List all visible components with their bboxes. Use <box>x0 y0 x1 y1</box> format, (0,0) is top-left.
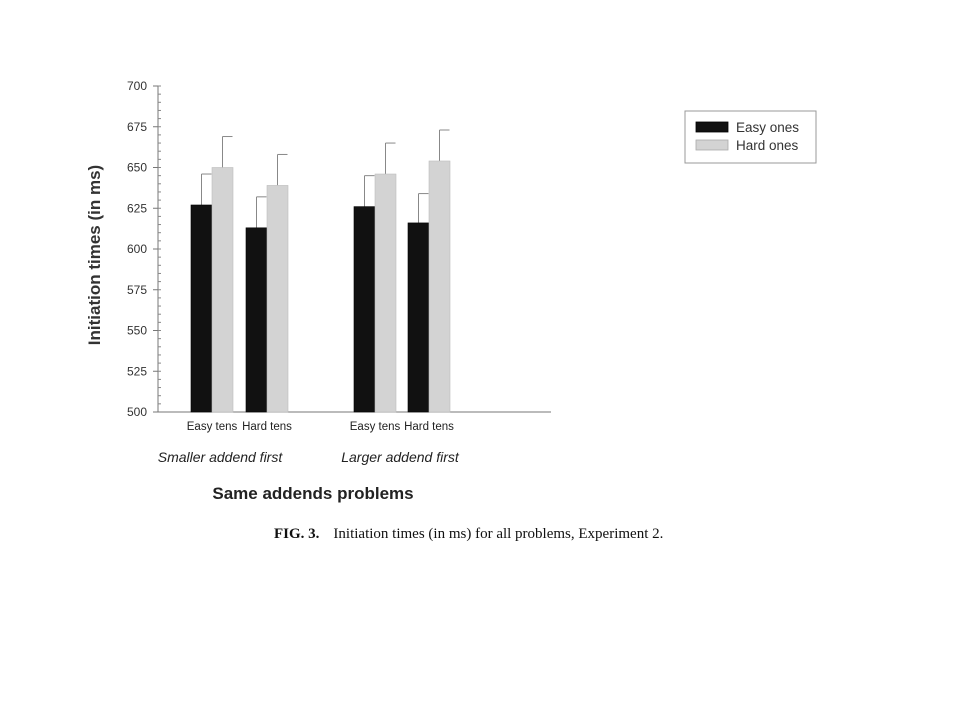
bars <box>191 130 450 412</box>
y-tick-label: 675 <box>126 119 147 134</box>
category-label: Hard tens <box>404 421 454 433</box>
legend-box <box>685 111 816 163</box>
bar <box>408 223 429 412</box>
bar <box>375 174 396 412</box>
y-tick-label: 625 <box>126 201 147 216</box>
legend-swatch <box>696 140 728 150</box>
category-label: Easy tens <box>349 421 401 433</box>
caption-text: Initiation times (in ms) for all problems, Experiment 2. <box>333 526 664 542</box>
y-tick-label: 500 <box>126 405 147 419</box>
group-label: Larger addend first <box>341 449 459 465</box>
category-label: Hard tens <box>242 421 292 433</box>
legend <box>685 111 816 163</box>
group-labels <box>158 449 460 465</box>
y-axis-label: Initiation times (in ms) <box>85 164 104 346</box>
group-label: Smaller addend first <box>157 449 283 465</box>
figure-caption <box>274 526 663 543</box>
y-tick-label: 600 <box>126 242 147 256</box>
y-tick-label: 550 <box>126 323 147 338</box>
bar <box>246 228 267 412</box>
legend-label: Hard ones <box>736 138 799 153</box>
figure-label: FIG. 3. <box>274 526 320 542</box>
bar <box>429 161 450 412</box>
bar <box>267 185 288 412</box>
x-axis-label: Same addends problems <box>212 484 414 503</box>
legend-swatch <box>696 122 728 132</box>
bar <box>191 205 212 412</box>
bar <box>354 207 375 412</box>
y-tick-label: 650 <box>126 160 147 175</box>
y-tick-label: 575 <box>126 282 147 297</box>
legend-label: Easy ones <box>736 120 800 135</box>
y-tick-label: 700 <box>126 79 147 93</box>
category-label: Easy tens <box>186 421 238 433</box>
y-axis <box>127 79 161 419</box>
bar <box>212 168 233 413</box>
category-labels <box>187 421 454 433</box>
y-tick-label: 525 <box>126 364 147 379</box>
